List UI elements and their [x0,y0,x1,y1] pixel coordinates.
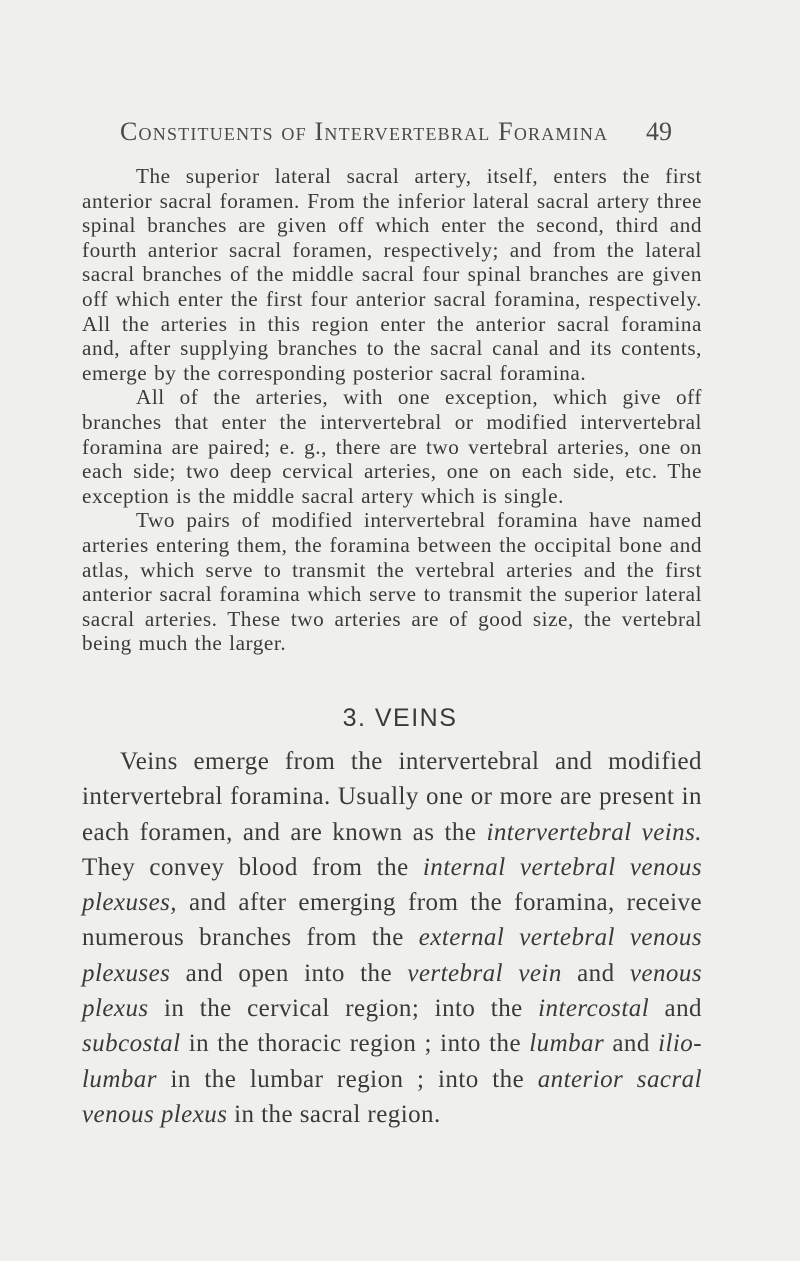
paragraph-veins [82,744,702,1132]
veins-text-run: in the thoracic region ; into the [180,1030,530,1058]
veins-text-run: and [604,1030,659,1058]
veins-italic-term: internal vertebral venous plexuses, [82,853,702,917]
veins-text-run: and [649,995,702,1023]
veins-italic-term: intercostal [538,995,650,1023]
veins-text-run: Veins emerge from the intervertebral and modified intervertebral foramina. Usually one or more are present in each foramen, and are known as the [82,748,702,846]
veins-italic-term: subcostal [82,1030,181,1058]
veins-italic-term: intervertebral veins. [486,818,702,846]
veins-italic-term: lumbar [529,1030,605,1058]
page-number: 49 [646,117,672,146]
veins-text-run: in the cervical region; into the [148,995,539,1023]
paragraph-modified-foramina: Two pairs of modified intervertebral foramina have named arteries entering them, the foramina between the occipital bone and atlas, which serve to transmit the vertebral arteries and the first anterior sacral foramina which serve to transmit the superior lateral sacral arteries. These two arteries are of good size, the vertebral being much the larger. [82,508,702,656]
paragraph-paired-arteries: All of the arteries, with one exception, which give off branches that enter the intervertebral or modified intervertebral foramina are paired; e. g., there are two vertebral arteries, one on each side; two deep cervical arteries, one on each side, etc. The exception is the middle sacral artery which is single. [82,385,702,508]
running-head-title: Constituents of Intervertebral Foramina [120,117,609,146]
veins-italic-term: anterior sacral venous plexus [82,1065,702,1128]
veins-text-run: and open into the [170,959,408,987]
veins-text-run: in the lumbar region ; into the [156,1065,538,1093]
veins-italic-term: external vertebral venous plexuses [82,924,702,987]
veins-italic-term: vertebral vein [407,959,562,987]
veins-text-run: They convey blood from the [82,853,423,881]
arteries-text [82,164,702,656]
veins-italic-term: venous plexus [82,959,702,1023]
veins-text-run: in the sacral region. [227,1100,441,1128]
veins-text-run: and [561,959,630,987]
section-heading-veins: 3. VEINS [342,704,458,732]
veins-italic-term: ilio-lumbar [82,1030,702,1093]
veins-text-run: and after emerging from the foramina, receive numerous branches from the [82,889,702,952]
paragraph-sacral-arteries: The superior lateral sacral artery, itself, enters the first anterior sacral foramen. From the inferior lateral sacral artery three spinal branches are given off which enter the second, third and fourth anterior sacral foramen, respectively; and from the lateral sacral branches of the middle sacral four spinal branches are given off which enter the first four anterior sacral foramina, respectively. All the arteries in this region enter the anterior sacral foramina and, after supplying branches to the sacral canal and its contents, emerge by the corresponding posterior sacral foramina. [82,164,702,385]
running-head [0,117,800,157]
veins-text [82,744,702,1132]
